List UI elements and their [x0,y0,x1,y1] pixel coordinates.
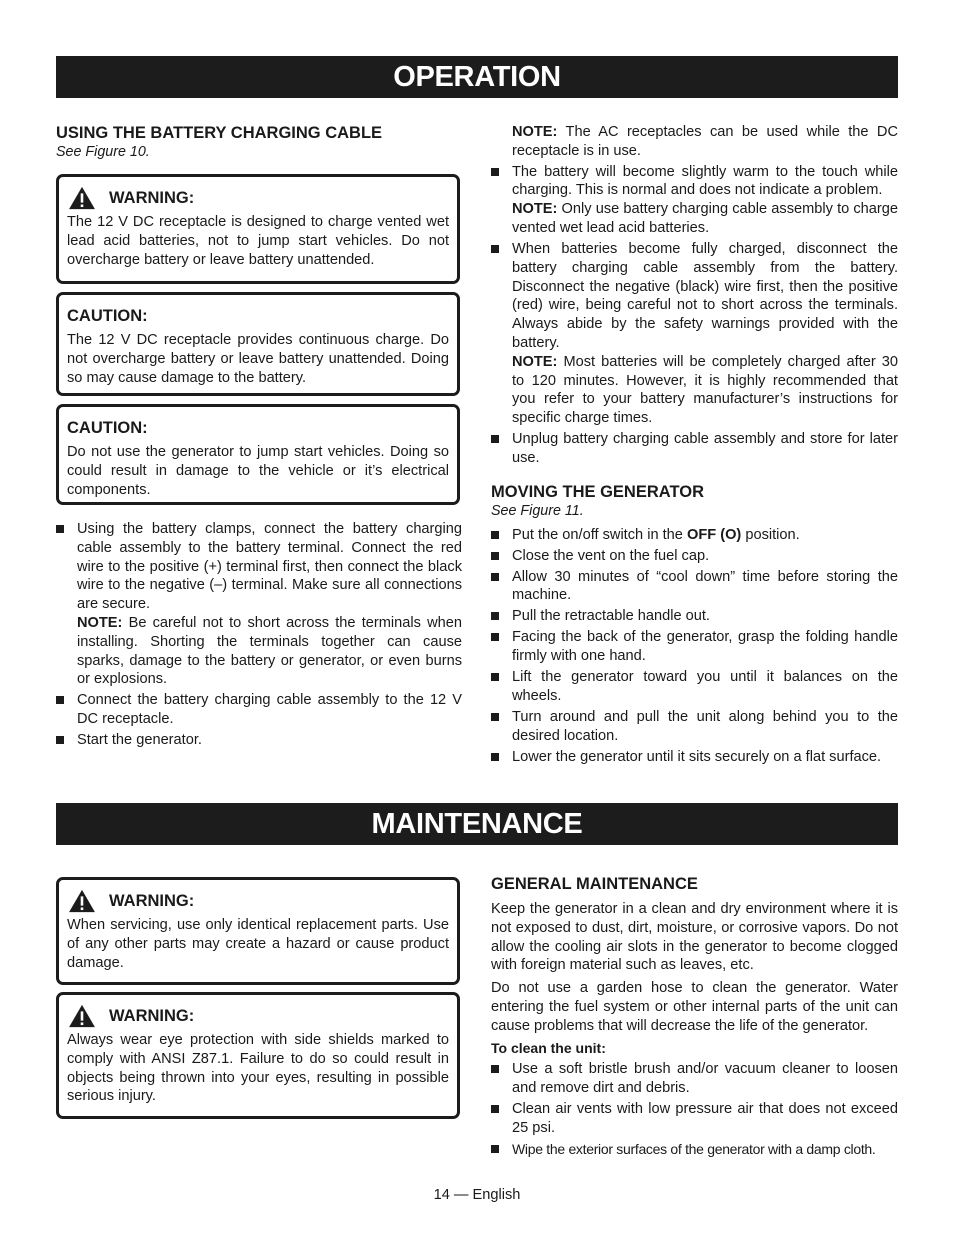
warning-title-text: WARNING: [109,1006,195,1025]
moving-heading: MOVING THE GENERATOR [491,482,704,501]
list-item [56,691,462,729]
note-text: Only use battery charging cable assembly to charge vented wet lead acid batteries. [512,201,898,236]
step-text: Lower the generator until it sits securely on a flat surface. [512,748,882,765]
warning-title-text: WARNING: [109,891,195,910]
operation-right-column [491,123,898,769]
caution-title: CAUTION: [67,418,148,437]
note-label: NOTE: [512,353,558,370]
battery-steps [56,520,462,752]
warning-box-dc-receptacle [56,174,460,284]
step-text: Clean air vents with low pressure air that does not exceed 25 psi. [512,1101,898,1136]
list-item [56,520,462,689]
warning-box-eye-protection [56,992,460,1119]
note-text: Most batteries will be completely charged after 30 to 120 minutes. However, it is highly recommended that you refer to your battery manufacturer’s instructions for specific charge times. [512,353,898,427]
step-text: Connect the battery charging cable assembly to the 12 V DC receptacle. [77,692,462,728]
figure-ref-11: See Figure 11. [491,502,584,519]
note-text: The AC receptacles can be used while the DC receptacle is in use. [512,124,898,159]
step-text: Using the battery clamps, connect the battery charging cable assembly to the battery terminal. Connect the red wire to the positive (+) terminal first, then connect the black wire to the negative (–) terminal. Make sure all connections are secure. [77,521,462,613]
warning-text: Always wear eye protection with side shields marked to comply with ANSI Z87.1. Failure to do so could result in objects being thrown into your eyes, resulting in possible serious injury. [67,1032,449,1105]
list-item [491,526,898,545]
list-item [491,163,898,238]
warning-title-text: WARNING: [109,188,195,207]
note [512,353,898,428]
list-item [491,748,898,767]
step-text: Unplug battery charging cable assembly and store for later use. [512,431,898,466]
step-text: Pull the retractable handle out. [512,608,710,625]
note-text: Be careful not to short across the terminals when installing. Shorting the terminals together can cause sparks, damage to the battery or generator, or even burns or explosions. [77,614,462,688]
step-text: The battery will become slightly warm to the touch while charging. This is normal and does not indicate a problem. [512,163,898,199]
list-item [491,628,898,666]
warning-triangle-icon [67,186,97,210]
note-label: NOTE: [512,201,558,218]
list-item [56,731,462,750]
list-item [491,708,898,746]
warning-triangle-icon [67,1004,97,1028]
warning-title [67,886,449,916]
paragraph: Keep the generator in a clean and dry environment where it is not exposed to dust, dirt, moisture, or corrosive vapors. Do not allow the cooling air slots in the generator to become clogged with foreign material such as leaves, etc. [491,901,898,974]
step-text: When batteries become fully charged, disconnect the battery charging cable assembly from the battery. Disconnect the negative (black) wire first, then the positive (red) wire, being careful not to short across the terminals. Always abide by the safety warnings provided with the battery. [512,240,898,351]
list-item [491,547,898,566]
operation-banner: OPERATION [56,56,898,98]
general-maintenance-section [491,874,898,1161]
caution-box-jump-start [56,404,460,505]
list-item [491,240,898,428]
note [77,614,462,689]
caution-title: CAUTION: [67,306,148,325]
warning-triangle-icon [67,889,97,913]
step-text: Start the generator. [77,732,202,749]
list-item [491,568,898,606]
list-item [491,1060,898,1098]
note [491,123,898,161]
step-text: Facing the back of the generator, grasp the folding handle firmly with one hand. [512,629,898,665]
note-label: NOTE: [512,124,558,140]
step-text: Allow 30 minutes of “cool down” time before storing the machine. [512,568,898,604]
warning-text: The 12 V DC receptacle is designed to charge vented wet lead acid batteries, not to jump start vehicles. Do not overcharge battery or leave battery unattended. [67,214,449,268]
note [512,200,898,238]
step-text: Close the vent on the fuel cap. [512,547,710,564]
warning-text: When servicing, use only identical replacement parts. Use of any other parts may create a hazard or cause product damage. [67,917,449,971]
caution-box-continuous-charge [56,292,460,396]
step-text: Use a soft bristle brush and/or vacuum cleaner to loosen and remove dirt and debris. [512,1061,898,1097]
general-maintenance-heading: GENERAL MAINTENANCE [491,875,698,893]
list-item [491,1140,898,1159]
figure-ref-10: See Figure 10. [56,144,150,160]
paragraph: Do not use a garden hose to clean the generator. Water entering the fuel system or other internal parts of the unit can cause problems that will decrease the life of the generator. [491,980,898,1034]
step-text: Put the on/off switch in the [512,526,687,543]
list-item [491,1100,898,1138]
list-item [491,607,898,626]
step-text: Wipe the exterior surfaces of the generator with a damp cloth. [512,1140,876,1157]
list-item [491,430,898,468]
warning-box-replacement-parts [56,877,460,985]
warning-title [67,183,449,213]
note-label: NOTE: [77,614,123,631]
step-text: Lift the generator toward you until it balances on the wheels. [512,669,898,705]
off-label: OFF (O) [686,526,742,543]
caution-text: The 12 V DC receptacle provides continuous charge. Do not overcharge battery or leave battery unattended. Doing so may cause damage to the battery. [67,332,449,386]
list-item [491,668,898,706]
step-text: position. [741,526,800,543]
clean-label: To clean the unit: [491,1039,606,1056]
page-footer: 14 — English [433,1187,521,1203]
step-text: Turn around and pull the unit along behind you to the desired location. [512,709,898,744]
warning-title [67,1001,449,1031]
battery-cable-section [56,123,462,161]
caution-text: Do not use the generator to jump start vehicles. Doing so could result in damage to the vehicle or it’s electrical components. [67,444,449,498]
maintenance-banner: MAINTENANCE [56,803,898,845]
battery-cable-heading: USING THE BATTERY CHARGING CABLE [56,124,383,142]
